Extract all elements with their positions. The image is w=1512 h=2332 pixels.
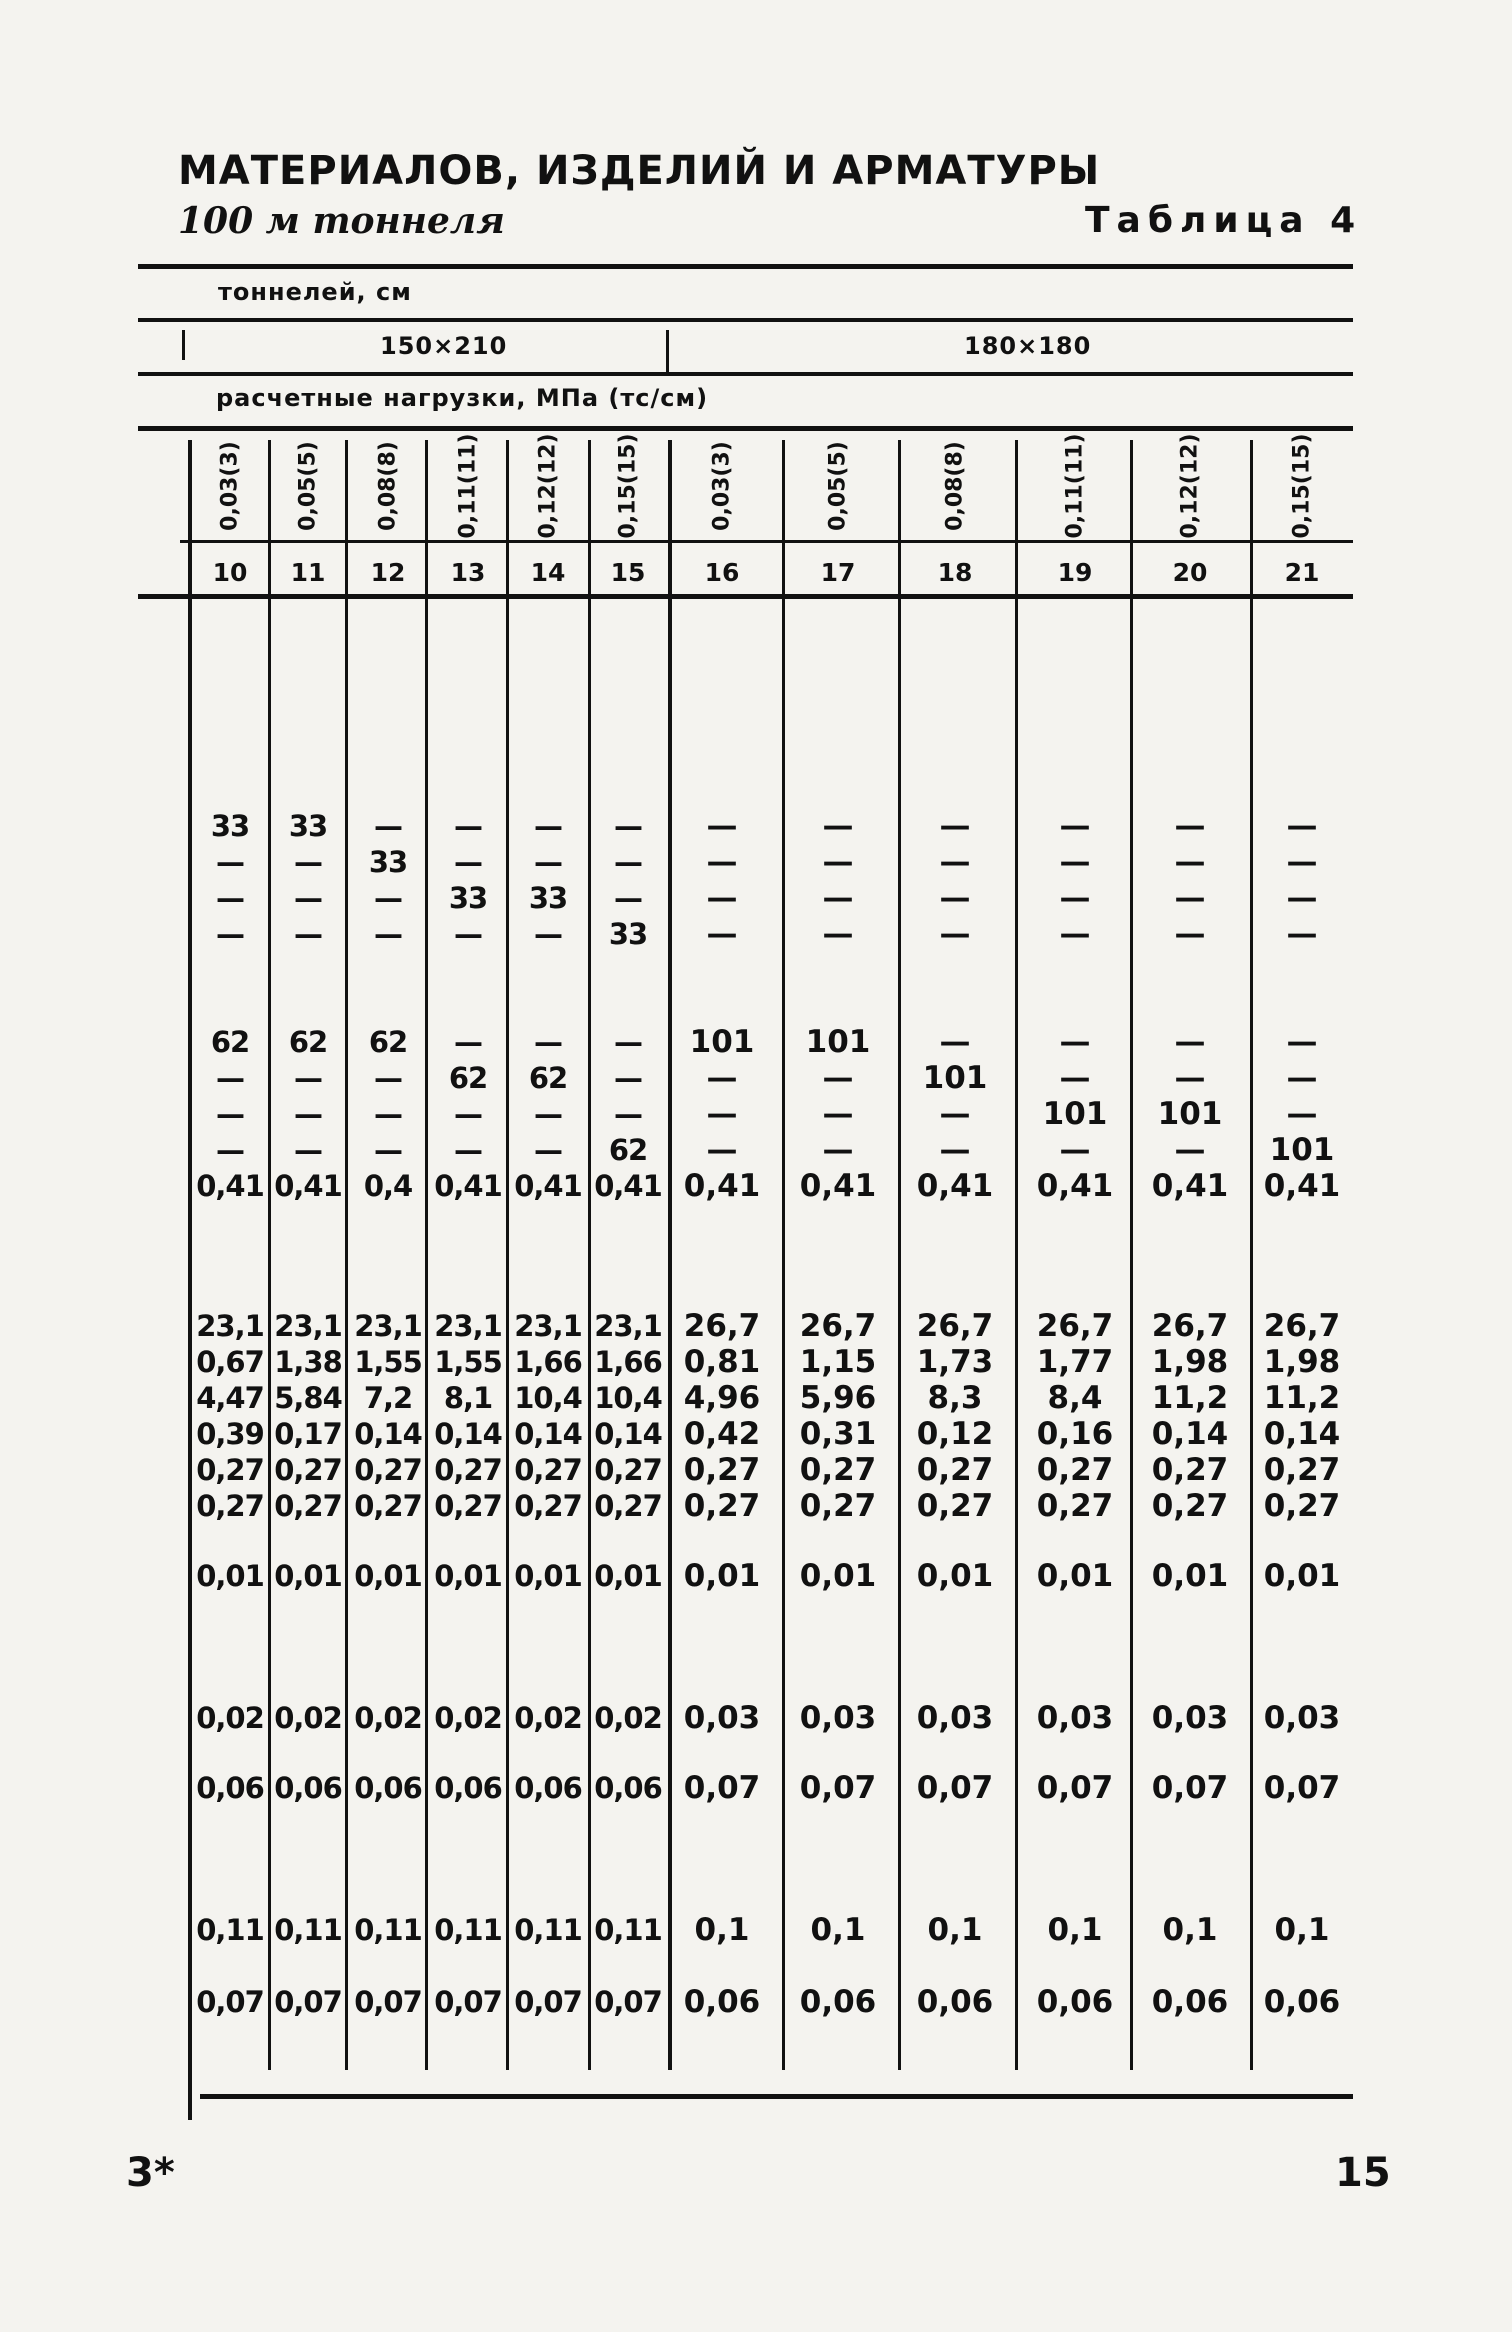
table-cell: 0,27 — [683, 1452, 761, 1488]
table-cell: 0,27 — [799, 1488, 877, 1524]
column-separator — [1015, 440, 1018, 2070]
column-number: 14 — [530, 558, 566, 587]
table-cell: 0,1 — [1162, 1912, 1218, 1948]
table-cell: 0,41 — [916, 1168, 994, 1204]
table-cell: — — [454, 809, 482, 843]
table-cell: 0,31 — [799, 1416, 877, 1452]
table-cell: 62 — [528, 1061, 568, 1095]
table-cell: 0,06 — [1036, 1984, 1114, 2020]
table-cell: — — [939, 808, 971, 844]
table-cell: 8,3 — [927, 1380, 983, 1416]
table-cell: — — [216, 881, 244, 915]
page-title: МАТЕРИАЛОВ, ИЗДЕЛИЙ И АРМАТУРЫ — [178, 148, 1101, 194]
table-cell: — — [534, 1133, 562, 1167]
table-cell: 8,1 — [443, 1381, 493, 1415]
table-cell: — — [374, 1133, 402, 1167]
table-cell: — — [1286, 808, 1318, 844]
rule — [138, 372, 1353, 376]
table-cell: — — [1174, 880, 1206, 916]
column-separator — [588, 440, 591, 2070]
load-header: 0,15(15) — [1289, 433, 1315, 539]
top-rule — [138, 264, 1353, 269]
table-cell: 26,7 — [1151, 1308, 1229, 1344]
table-cell: 0,1 — [927, 1912, 983, 1948]
table-cell: 0,06 — [1263, 1984, 1341, 2020]
table-cell: 4,96 — [683, 1380, 761, 1416]
table-cell: — — [294, 881, 322, 915]
load-header: 0,12(12) — [535, 433, 561, 539]
table-cell: 10,4 — [514, 1381, 582, 1415]
table-cell: — — [374, 1061, 402, 1095]
table-cell: — — [706, 808, 738, 844]
table-cell: 0,01 — [1263, 1558, 1341, 1594]
table-cell: 0,27 — [594, 1489, 662, 1523]
table-cell: 0,27 — [434, 1489, 502, 1523]
table-cell: 0,03 — [1036, 1700, 1114, 1736]
table-cell: 0,27 — [594, 1453, 662, 1487]
table-cell: — — [454, 1025, 482, 1059]
table-cell: — — [706, 880, 738, 916]
table-cell: 0,03 — [1263, 1700, 1341, 1736]
table-cell: 0,81 — [683, 1344, 761, 1380]
table-cell: 0,17 — [274, 1417, 342, 1451]
table-cell: — — [614, 1025, 642, 1059]
table-cell: — — [822, 1060, 854, 1096]
table-cell: 0,07 — [1036, 1770, 1114, 1806]
table-cell: — — [822, 844, 854, 880]
table-cell: 0,01 — [683, 1558, 761, 1594]
table-cell: 1,55 — [434, 1345, 502, 1379]
column-separator — [268, 440, 271, 2070]
table-cell: 23,1 — [514, 1309, 582, 1343]
table-cell: — — [1286, 916, 1318, 952]
table-cell: — — [1059, 1132, 1091, 1168]
table-cell: — — [939, 1132, 971, 1168]
table-cell: 0,03 — [683, 1700, 761, 1736]
table-cell: 26,7 — [1036, 1308, 1114, 1344]
table-cell: — — [822, 808, 854, 844]
table-cell: 0,12 — [916, 1416, 994, 1452]
table-cell: 62 — [608, 1133, 648, 1167]
table-cell: 33 — [528, 881, 568, 915]
table-cell: 0,27 — [354, 1453, 422, 1487]
table-cell: — — [1286, 844, 1318, 880]
table-cell: 0,06 — [1151, 1984, 1229, 2020]
table-cell: 1,98 — [1151, 1344, 1229, 1380]
rule — [182, 330, 185, 360]
table-cell: 0,06 — [196, 1771, 264, 1805]
table-cell: 0,27 — [916, 1452, 994, 1488]
table-cell: 0,07 — [434, 1985, 502, 2019]
column-number: 17 — [820, 558, 856, 587]
column-separator — [898, 440, 901, 2070]
table-cell: 0,06 — [434, 1771, 502, 1805]
table-cell: — — [939, 844, 971, 880]
table-cell: 0,07 — [799, 1770, 877, 1806]
table-cell: 0,01 — [594, 1559, 662, 1593]
page-number: 15 — [1335, 2150, 1391, 2196]
table-cell: 0,01 — [1151, 1558, 1229, 1594]
table-cell: 62 — [210, 1025, 250, 1059]
column-separator — [506, 440, 509, 2070]
table-cell: 0,27 — [434, 1453, 502, 1487]
table-cell: 26,7 — [1263, 1308, 1341, 1344]
load-header: 0,08(8) — [942, 441, 968, 531]
table-cell: 5,96 — [799, 1380, 877, 1416]
table-cell: 0,41 — [1151, 1168, 1229, 1204]
table-cell: 1,73 — [916, 1344, 994, 1380]
table-cell: 33 — [288, 809, 328, 843]
table-cell: — — [1174, 808, 1206, 844]
section-label: тоннелей, см — [218, 278, 412, 306]
table-cell: — — [216, 845, 244, 879]
table-cell: 101 — [1157, 1096, 1223, 1132]
table-cell: 0,27 — [196, 1489, 264, 1523]
table-cell: — — [822, 1132, 854, 1168]
table-cell: 0,1 — [1047, 1912, 1103, 1948]
table-cell: 23,1 — [434, 1309, 502, 1343]
table-cell: 0,41 — [1036, 1168, 1114, 1204]
table-cell: — — [939, 880, 971, 916]
table-cell: 5,84 — [274, 1381, 342, 1415]
table-cell: 62 — [288, 1025, 328, 1059]
table-cell: — — [294, 1097, 322, 1131]
load-header: 0,03(3) — [217, 441, 243, 531]
table-cell: 0,01 — [799, 1558, 877, 1594]
table-cell: — — [1174, 1060, 1206, 1096]
column-separator — [668, 440, 672, 2070]
table-cell: 1,77 — [1036, 1344, 1114, 1380]
load-header: 0,05(5) — [825, 441, 851, 531]
table-cell: — — [216, 1133, 244, 1167]
table-cell: 0,14 — [434, 1417, 502, 1451]
table-cell: — — [614, 845, 642, 879]
rule — [138, 594, 1353, 599]
table-cell: 0,02 — [274, 1701, 342, 1735]
table-cell: 0,11 — [354, 1913, 422, 1947]
table-cell: 0,11 — [434, 1913, 502, 1947]
table-cell: — — [454, 1097, 482, 1131]
table-cell: 0,27 — [683, 1488, 761, 1524]
table-cell: 0,02 — [514, 1701, 582, 1735]
table-cell: 0,07 — [514, 1985, 582, 2019]
table-cell: — — [294, 917, 322, 951]
table-cell: — — [614, 809, 642, 843]
table-cell: 0,27 — [1036, 1488, 1114, 1524]
table-cell: 62 — [448, 1061, 488, 1095]
table-cell: — — [1059, 1024, 1091, 1060]
load-header: 0,08(8) — [375, 441, 401, 531]
load-header: 0,12(12) — [1177, 433, 1203, 539]
table-cell: 33 — [608, 917, 648, 951]
page-subtitle: 100 м тоннеля — [178, 200, 505, 242]
table-cell: 0,41 — [799, 1168, 877, 1204]
table-cell: 1,66 — [514, 1345, 582, 1379]
table-cell: 0,03 — [1151, 1700, 1229, 1736]
table-cell: — — [294, 845, 322, 879]
table-cell: 0,39 — [196, 1417, 264, 1451]
table-cell: 1,98 — [1263, 1344, 1341, 1380]
table-cell: 0,01 — [196, 1559, 264, 1593]
rule — [138, 426, 1353, 431]
table-cell: — — [534, 1025, 562, 1059]
table-cell: — — [454, 917, 482, 951]
table-cell: 0,27 — [274, 1453, 342, 1487]
table-cell: — — [294, 1133, 322, 1167]
column-number: 12 — [370, 558, 406, 587]
table-cell: 0,67 — [196, 1345, 264, 1379]
table-cell: 0,06 — [594, 1771, 662, 1805]
table-cell: — — [374, 1097, 402, 1131]
size-group-180x180: 180×180 — [964, 332, 1092, 360]
table-cell: 0,11 — [594, 1913, 662, 1947]
table-cell: 0,42 — [683, 1416, 761, 1452]
table-cell: 0,06 — [799, 1984, 877, 2020]
table-cell: 26,7 — [799, 1308, 877, 1344]
table-cell: 0,06 — [683, 1984, 761, 2020]
table-cell: 0,07 — [274, 1985, 342, 2019]
table-cell: 0,27 — [274, 1489, 342, 1523]
bottom-rule — [200, 2094, 1353, 2099]
load-header: 0,05(5) — [295, 441, 321, 531]
table-cell: 0,03 — [799, 1700, 877, 1736]
table-cell: 0,02 — [196, 1701, 264, 1735]
table-cell: — — [1286, 1096, 1318, 1132]
table-cell: 0,1 — [810, 1912, 866, 1948]
table-cell: 101 — [1269, 1132, 1335, 1168]
table-cell: 11,2 — [1263, 1380, 1341, 1416]
table-cell: 0,07 — [196, 1985, 264, 2019]
table-cell: — — [939, 916, 971, 952]
column-separator — [782, 440, 785, 2070]
table-cell: — — [216, 917, 244, 951]
load-header: 0,11(11) — [455, 433, 481, 539]
column-number: 10 — [212, 558, 248, 587]
table-cell: — — [614, 1061, 642, 1095]
table-cell: 0,02 — [434, 1701, 502, 1735]
column-number: 13 — [450, 558, 486, 587]
table-cell: 0,27 — [514, 1489, 582, 1523]
table-cell: 1,66 — [594, 1345, 662, 1379]
table-cell: — — [1059, 916, 1091, 952]
size-group-150x210: 150×210 — [380, 332, 508, 360]
table-cell: — — [294, 1061, 322, 1095]
load-header: 0,11(11) — [1062, 433, 1088, 539]
table-cell: — — [1174, 844, 1206, 880]
table-cell: 23,1 — [196, 1309, 264, 1343]
table-cell: — — [614, 1097, 642, 1131]
column-number: 11 — [290, 558, 326, 587]
table-cell: 0,01 — [434, 1559, 502, 1593]
table-cell: — — [706, 1132, 738, 1168]
table-cell: 23,1 — [354, 1309, 422, 1343]
load-label: расчетные нагрузки, МПа (тс/см) — [216, 384, 709, 412]
table-cell: 0,1 — [694, 1912, 750, 1948]
table-cell: — — [822, 916, 854, 952]
table-cell: 7,2 — [363, 1381, 413, 1415]
table-cell: — — [534, 809, 562, 843]
table-cell: — — [1059, 880, 1091, 916]
table-cell: — — [534, 1097, 562, 1131]
load-header: 0,03(3) — [709, 441, 735, 531]
table-cell: — — [1286, 1024, 1318, 1060]
table-cell: 0,27 — [1263, 1452, 1341, 1488]
table-cell: 0,11 — [274, 1913, 342, 1947]
table-cell: — — [706, 916, 738, 952]
table-cell: 0,11 — [196, 1913, 264, 1947]
table-cell: 101 — [1042, 1096, 1108, 1132]
page-mark: 3* — [126, 2150, 175, 2196]
table-cell: 0,27 — [196, 1453, 264, 1487]
table-cell: 0,07 — [1263, 1770, 1341, 1806]
table-cell: 0,01 — [354, 1559, 422, 1593]
table-cell: 0,02 — [594, 1701, 662, 1735]
table-cell: — — [939, 1096, 971, 1132]
table-cell: — — [1174, 1024, 1206, 1060]
table-cell: 4,47 — [196, 1381, 264, 1415]
table-cell: 0,06 — [354, 1771, 422, 1805]
table-cell: 33 — [368, 845, 408, 879]
table-cell: — — [1286, 1060, 1318, 1096]
table-cell: 0,16 — [1036, 1416, 1114, 1452]
column-separator — [345, 440, 348, 2070]
table-cell: 33 — [210, 809, 250, 843]
table-cell: — — [1059, 844, 1091, 880]
table-cell: 0,27 — [1263, 1488, 1341, 1524]
table-cell: — — [614, 881, 642, 915]
column-number: 20 — [1172, 558, 1208, 587]
column-number: 19 — [1057, 558, 1093, 587]
column-separator — [1250, 440, 1253, 2070]
column-separator — [1130, 440, 1133, 2070]
table-cell: 0,07 — [594, 1985, 662, 2019]
table-cell: 0,07 — [916, 1770, 994, 1806]
table-cell: 0,27 — [1151, 1488, 1229, 1524]
table-cell: — — [1174, 916, 1206, 952]
table-cell: 8,4 — [1047, 1380, 1103, 1416]
table-cell: 0,14 — [1151, 1416, 1229, 1452]
column-number: 21 — [1284, 558, 1320, 587]
table-cell: 0,27 — [1036, 1452, 1114, 1488]
table-cell: — — [374, 917, 402, 951]
table-cell: 0,4 — [363, 1169, 413, 1203]
table-cell: — — [706, 1096, 738, 1132]
table-cell: 0,41 — [196, 1169, 264, 1203]
table-cell: 0,14 — [1263, 1416, 1341, 1452]
table-cell: 0,41 — [594, 1169, 662, 1203]
table-cell: 0,07 — [1151, 1770, 1229, 1806]
table-cell: — — [374, 881, 402, 915]
table-cell: 23,1 — [274, 1309, 342, 1343]
column-number: 18 — [937, 558, 973, 587]
table-cell: 1,55 — [354, 1345, 422, 1379]
table-cell: 1,38 — [274, 1345, 342, 1379]
table-cell: 0,27 — [354, 1489, 422, 1523]
table-cell: 11,2 — [1151, 1380, 1229, 1416]
column-number: 15 — [610, 558, 646, 587]
table-cell: 0,41 — [514, 1169, 582, 1203]
table-cell: 0,07 — [683, 1770, 761, 1806]
table-cell: — — [939, 1024, 971, 1060]
table-cell: — — [216, 1097, 244, 1131]
table-cell: — — [706, 844, 738, 880]
rule — [666, 330, 669, 372]
table-cell: 0,27 — [799, 1452, 877, 1488]
table-cell: 0,01 — [514, 1559, 582, 1593]
table-cell: 0,06 — [274, 1771, 342, 1805]
table-cell: 0,07 — [354, 1985, 422, 2019]
table-cell: 0,27 — [916, 1488, 994, 1524]
table-cell: — — [534, 917, 562, 951]
table-cell: 26,7 — [683, 1308, 761, 1344]
table-cell: 101 — [922, 1060, 988, 1096]
table-cell: — — [374, 809, 402, 843]
table-cell: — — [822, 880, 854, 916]
table-cell: — — [1059, 1060, 1091, 1096]
table-label: Таблица 4 — [1085, 200, 1363, 241]
table-cell: — — [1286, 880, 1318, 916]
rule — [138, 318, 1353, 322]
table-cell: 0,27 — [514, 1453, 582, 1487]
table-cell: 0,06 — [514, 1771, 582, 1805]
rule — [180, 540, 1353, 543]
table-cell: 0,1 — [1274, 1912, 1330, 1948]
table-cell: — — [706, 1060, 738, 1096]
table-cell: 33 — [448, 881, 488, 915]
table-cell: 10,4 — [594, 1381, 662, 1415]
table-cell: — — [1059, 808, 1091, 844]
table-cell: 0,11 — [514, 1913, 582, 1947]
table-cell: — — [534, 845, 562, 879]
table-cell: 0,41 — [274, 1169, 342, 1203]
table-cell: — — [454, 1133, 482, 1167]
table-cell: 0,41 — [434, 1169, 502, 1203]
table-cell: 0,01 — [916, 1558, 994, 1594]
column-separator — [425, 440, 428, 2070]
table-cell: 0,01 — [1036, 1558, 1114, 1594]
table-cell: — — [1174, 1132, 1206, 1168]
table-cell: 23,1 — [594, 1309, 662, 1343]
table-cell: — — [454, 845, 482, 879]
table-cell: 101 — [689, 1024, 755, 1060]
table-cell: 0,27 — [1151, 1452, 1229, 1488]
load-header: 0,15(15) — [615, 433, 641, 539]
table-cell: 1,15 — [799, 1344, 877, 1380]
table-cell: 0,02 — [354, 1701, 422, 1735]
table-cell: 0,14 — [514, 1417, 582, 1451]
table-cell: — — [822, 1096, 854, 1132]
column-separator — [188, 440, 192, 2120]
table-cell: 62 — [368, 1025, 408, 1059]
table-cell: 0,14 — [354, 1417, 422, 1451]
table-cell: 26,7 — [916, 1308, 994, 1344]
table-cell: 0,01 — [274, 1559, 342, 1593]
table-cell: 0,41 — [1263, 1168, 1341, 1204]
table-cell: 0,06 — [916, 1984, 994, 2020]
table-cell: — — [216, 1061, 244, 1095]
table-cell: 101 — [805, 1024, 871, 1060]
table-cell: 0,14 — [594, 1417, 662, 1451]
table-cell: 0,41 — [683, 1168, 761, 1204]
table-cell: 0,03 — [916, 1700, 994, 1736]
column-number: 16 — [704, 558, 740, 587]
